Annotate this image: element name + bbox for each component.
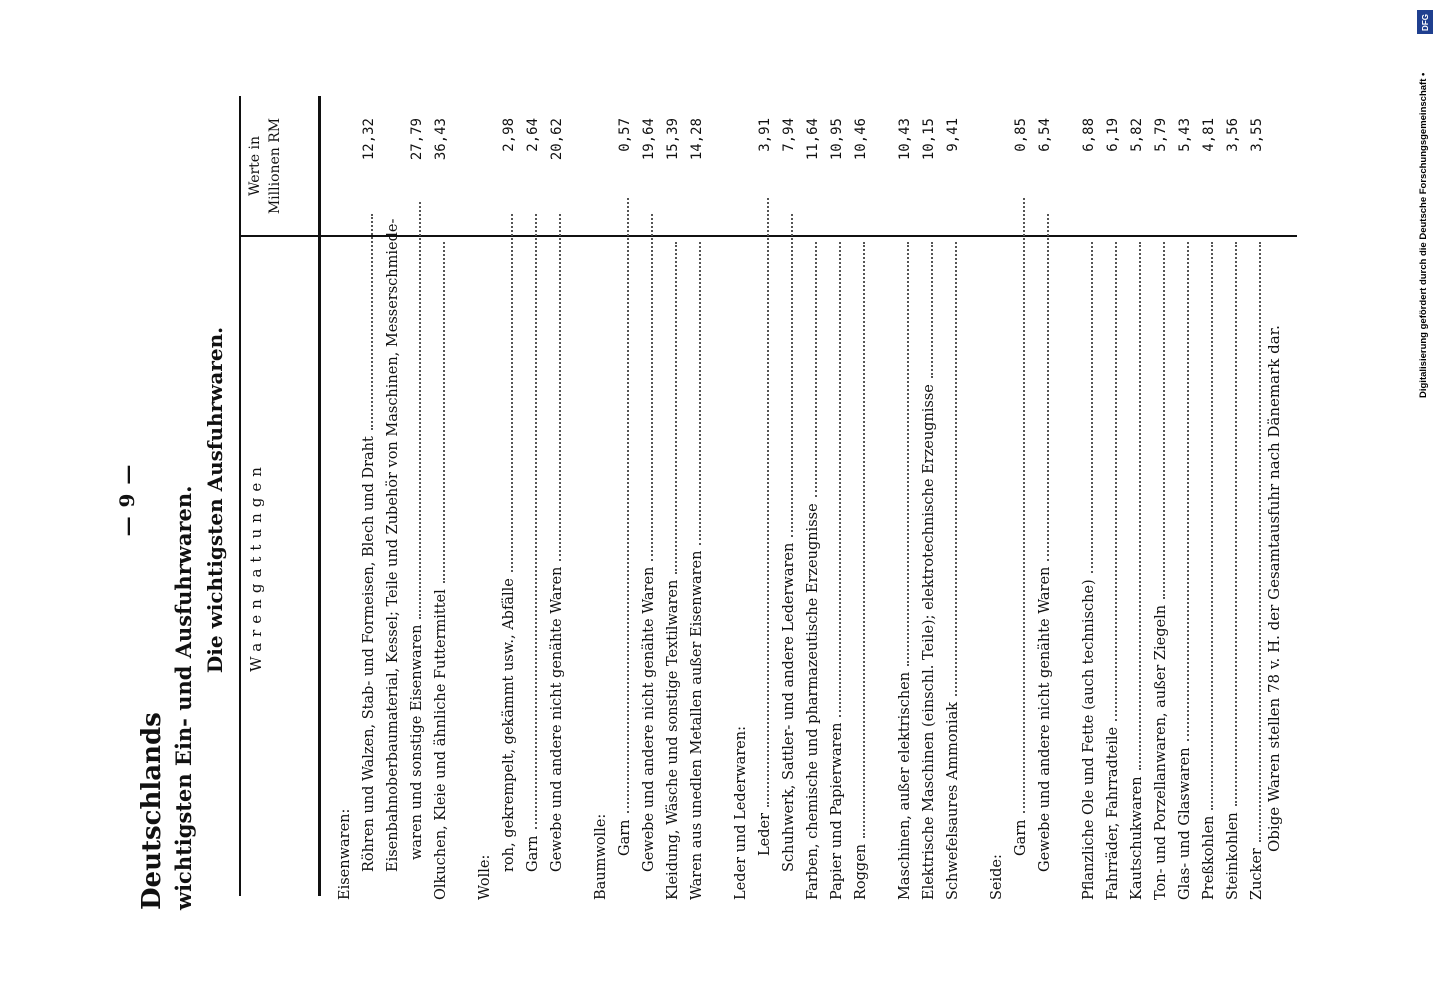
table-row [1105,90,1129,900]
dot-leader [627,198,629,814]
column-header-values-line1: Werte in [247,135,263,197]
dot-leader [419,202,421,619]
dot-leader [1259,242,1261,842]
row-label [337,238,353,900]
row-label-text: Zucker [1249,848,1265,900]
dot-leader [1047,214,1049,561]
table-row [409,90,433,900]
table-row [897,90,921,900]
table-row [1013,90,1037,900]
table-row [549,90,573,900]
row-label [1037,210,1053,900]
table-row [385,90,409,900]
row-value: 5,82 [1129,118,1145,152]
dot-leader [1115,242,1117,721]
row-label [1153,238,1169,900]
row-label-text: Ton- und Porzellanwaren, außer Ziegeln [1153,604,1169,900]
row-label-text: Röhren und Walzen, Stab- und Formeisen, Blech und Draht [361,436,377,872]
dot-leader [839,242,841,717]
dfg-logo-icon [1417,10,1433,34]
row-value: 10,46 [853,118,869,161]
table-row [593,90,617,900]
row-label [853,238,869,900]
row-value: 3,56 [1225,118,1241,152]
row-label-text: Farben, chemische und pharmazeutische Erzeugnisse [805,503,821,900]
table-row [337,90,361,900]
dfg-logo-text: DFG [1420,13,1430,31]
title-line-2: wichtigsten Ein- und Ausfuhrwaren. [171,485,196,910]
row-label [477,238,493,900]
row-label-text: Pflanzliche Öle und Fette (auch technische) [1081,579,1097,900]
table-row [1225,90,1249,900]
column-header-values-line2: Millionen RM [267,117,283,215]
row-value: 6,88 [1081,118,1097,152]
table-row [1201,90,1225,900]
table-row [945,90,969,900]
row-label [1013,194,1029,900]
table-subtitle: Die wichtigsten Ausfuhrwaren. [203,326,227,674]
dot-leader [651,214,653,561]
row-label-text: Preßkohlen [1201,815,1217,900]
stamp-text: Digitalisierung gefördert durch die Deutsche Forschungsgemeinschaft • [1418,72,1429,398]
row-value: 2,64 [525,118,541,152]
row-label-text: Kautschukwaren [1129,776,1145,900]
digitization-stamp [1415,8,1434,992]
row-label [1129,238,1145,900]
dot-leader [443,242,445,583]
row-label [921,238,937,900]
row-label-text: Schuhwerk, Sattler- und andere Lederwaren [781,542,797,872]
row-value: 9,41 [945,118,961,152]
table-row [829,90,853,900]
row-value: 3,55 [1249,118,1265,152]
row-label-text: Schwefelsaures Ammoniak [945,701,961,900]
table-row [733,90,757,900]
row-value: 10,15 [921,118,937,161]
row-label [665,238,681,900]
row-label [361,210,377,900]
dot-leader [1235,242,1237,806]
dot-leader [1163,242,1165,599]
row-label-text: Papier und Papierwaren [829,722,845,900]
row-label-text: roh, gekrempelt, gekämmt usw., Abfälle [501,578,517,872]
table-row [1037,90,1061,900]
table-row [501,90,525,900]
dot-leader [1091,242,1093,573]
dot-leader [699,242,701,545]
row-value: 6,54 [1037,118,1053,152]
row-label [945,238,961,900]
row-label [501,210,517,900]
row-label [1081,238,1097,900]
table-row [1177,90,1201,900]
row-label [689,238,705,900]
row-label-text: Elektrische Maschinen (einschl. Teile); elektrotechnische Erzeugnisse [921,384,937,900]
row-label [805,238,821,900]
row-label-text: Ölkuchen, Kleie und ähnliche Futtermittel [433,589,449,900]
table-row [477,90,501,900]
dot-leader [955,242,957,696]
dot-leader [1187,242,1189,741]
table-row [1153,90,1177,900]
row-label [549,210,565,900]
table-row [853,90,877,900]
dot-leader [675,242,677,574]
row-label [525,210,541,900]
row-label-text: Maschinen, außer elektrischen [897,671,913,900]
row-label-text: Eisenwaren: [337,808,353,900]
table-row [525,90,549,900]
table-row [641,90,665,900]
row-label-text: Fahrräder, Fahrradteile [1105,726,1121,900]
row-label-text: Seide: [989,854,1005,900]
row-label-text: Glas- und Glaswaren [1177,747,1193,900]
row-label [829,238,845,900]
dot-leader [907,242,909,666]
row-label [433,238,449,900]
row-value: 11,64 [805,118,821,161]
row-label [1105,238,1121,900]
table-row [989,90,1013,900]
row-value: 0,85 [1013,118,1029,152]
row-label-text: Baumwolle: [593,813,609,900]
row-label [781,210,797,900]
row-value: 5,79 [1153,118,1169,152]
row-label [409,198,425,900]
table-row [361,90,385,900]
dot-leader [1211,242,1213,810]
row-label-text: Garn [525,835,541,872]
row-value: 5,43 [1177,118,1193,152]
row-value: 10,43 [897,118,913,161]
row-label [1177,238,1193,900]
title-line-1: Deutschlands [137,712,167,910]
row-label-text: Gewebe und andere nicht genähte Waren [549,566,565,872]
row-value: 12,32 [361,118,377,161]
row-label [897,238,913,900]
row-value: 27,79 [409,118,425,161]
dot-leader [511,214,513,572]
dot-leader [931,242,933,378]
dot-leader [535,214,537,830]
row-label-text: Steinkohlen [1225,812,1241,900]
column-header-goods: Warengattungen [247,461,265,672]
page-number: — 9 — [115,463,139,537]
dot-leader [815,242,817,497]
row-label-text: Leder [757,812,773,856]
row-label [1201,238,1217,900]
row-label-text: Garn [1013,819,1029,856]
table-row [921,90,945,900]
table-row [805,90,829,900]
dot-leader [559,214,561,561]
dot-leader [863,242,865,838]
row-label-text: Garn [617,819,633,856]
row-label-text: Roggen [853,843,869,900]
footnote: Obige Waren stellen 78 v. H. der Gesamtausfuhr nach Dänemark dar. [1265,325,1283,852]
dot-leader [767,198,769,807]
row-label-text: Wolle: [477,854,493,900]
row-label [617,194,633,900]
table-row [757,90,781,900]
row-label [1249,238,1265,900]
row-value: 36,43 [433,118,449,161]
row-value: 14,28 [689,118,705,161]
row-label-text: Gewebe und andere nicht genähte Waren [641,566,657,872]
row-label [593,238,609,900]
row-value: 2,98 [501,118,517,152]
row-label [385,210,401,900]
row-value: 0,57 [617,118,633,152]
dot-leader [791,214,793,537]
row-value: 3,91 [757,118,773,152]
row-label-text: Eisenbahnoberbaumaterial, Kessel; Teile und Zubehör von Maschinen, Messerschmiede- [385,218,401,872]
table-row [689,90,713,900]
row-label [1225,238,1241,900]
table-row [617,90,641,900]
row-value: 7,94 [781,118,797,152]
row-label-text: waren und sonstige Eisenwaren [409,624,425,860]
column-header-values [245,100,285,232]
row-label [641,210,657,900]
dot-leader [371,214,373,430]
table-row [433,90,457,900]
row-label-text: Kleidung, Wäsche und sonstige Textilwaren [665,579,681,900]
row-label [733,238,749,900]
row-value: 10,95 [829,118,845,161]
row-value: 15,39 [665,118,681,161]
row-label [757,194,773,900]
row-label [989,238,1005,900]
table-row [781,90,805,900]
row-label-text: Waren aus unedlen Metallen außer Eisenwaren [689,550,705,900]
dot-leader [1023,198,1025,814]
table-header-rule [318,96,321,896]
table-row [1081,90,1105,900]
table-row [1129,90,1153,900]
row-value: 20,62 [549,118,565,161]
row-label-text: Leder und Lederwaren: [733,726,749,900]
table-row [665,90,689,900]
rotated-document [115,0,1415,1000]
row-value: 6,19 [1105,118,1121,152]
row-label-text: Gewebe und andere nicht genähte Waren [1037,566,1053,872]
dot-leader [1139,242,1141,770]
table-top-rule [239,96,241,896]
row-value: 19,64 [641,118,657,161]
row-value: 4,81 [1201,118,1217,152]
